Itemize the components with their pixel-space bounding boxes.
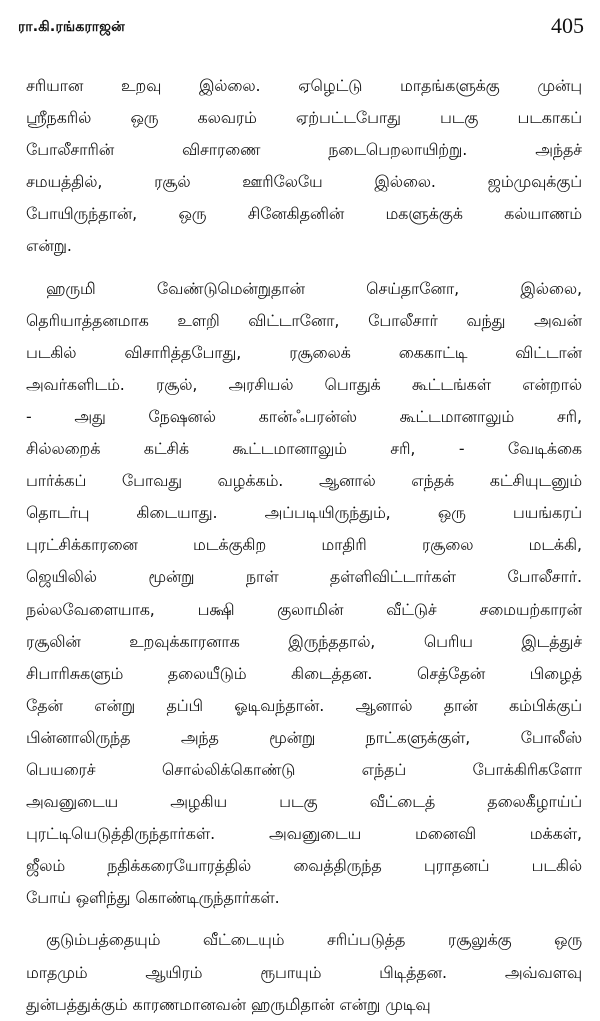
text-line: படகில் விசாரித்தபோது, ரசூலைக் கைகாட்டி விட்டான் bbox=[26, 342, 582, 362]
text-line: சிபாரிசுகளும் தலையீடும் கிடைத்தன. செத்தேன் பிழைத் bbox=[26, 663, 582, 683]
page-header bbox=[18, 13, 584, 46]
text-line: நல்லவேளையாக, பக்ஷி குலாமின் வீட்டுச் சமையற்காரன் bbox=[26, 599, 582, 619]
paragraph bbox=[26, 273, 582, 915]
paragraph bbox=[26, 924, 582, 1020]
text-line: பார்க்கப் போவது வழக்கம். ஆனால் எந்தக் கட்சியுடனும் bbox=[26, 471, 582, 491]
text-line: பின்னாலிருந்த அந்த மூன்று நாட்களுக்குள், போலீஸ் bbox=[26, 727, 582, 747]
text-line: புரட்சிக்காரனை மடக்குகிற மாதிரி ரசூலை மடக்கி, bbox=[26, 535, 582, 555]
text-line: போயிருந்தான், ஒரு சினேகிதனின் மகளுக்குக் கல்யாணம் bbox=[26, 204, 582, 224]
text-line: தொடர்பு கிடையாது. அப்படியிருந்தும், ஒரு பயங்கரப் bbox=[26, 503, 582, 523]
text-line: ரசூலின் உறவுக்காரனாக இருந்ததால், பெரிய இடத்துச் bbox=[26, 631, 582, 651]
text-line: துன்பத்துக்கும் காரணமானவன் ஹருமிதான் என்று முடிவு bbox=[26, 994, 431, 1014]
text-line: அவனுடைய அழகிய படகு வீட்டைத் தலைகீழாய்ப் bbox=[26, 792, 582, 812]
text-line: அவர்களிடம். ரசூல், அரசியல் பொதுக் கூட்டங்கள் என்றால் bbox=[26, 374, 582, 394]
text-line: சில்லறைக் கட்சிக் கூட்டமானாலும் சரி, - வேடிக்கை bbox=[26, 439, 582, 459]
text-line: ஜீலம் நதிக்கரையோரத்தில் வைத்திருந்த புராதனப் படகில் bbox=[26, 856, 582, 876]
text-line: ஹருமி வேண்டுமென்றுதான் செய்தானோ, இல்லை, bbox=[46, 278, 582, 298]
text-line: குடும்பத்தையும் வீட்டையும் சரிப்படுத்த ரசூலுக்கு ஒரு bbox=[46, 930, 582, 950]
text-line: போய் ஒளிந்து கொண்டிருந்தார்கள். bbox=[26, 888, 280, 908]
text-line: தெரியாத்தனமாக உளறி விட்டானோ, போலீசார் வந்து அவன் bbox=[26, 310, 582, 330]
running-head-author: ரா.கி.ரங்கராஜன் bbox=[18, 19, 125, 35]
text-line: மாதமும் ஆயிரம் ரூபாயும் பிடித்தன. அவ்வளவு bbox=[26, 962, 582, 982]
text-line: புரட்டியெடுத்திருந்தார்கள். அவனுடைய மனைவி மக்கள், bbox=[26, 824, 582, 844]
text-line: என்று. bbox=[26, 236, 72, 256]
page-number: 405 bbox=[551, 13, 584, 38]
text-line: ஸ்ரீநகரில் ஒரு கலவரம் ஏற்பட்டபோது படகு படகாகப் bbox=[26, 108, 582, 128]
text-line: - அது நேஷனல் கான்ஃபரன்ஸ் கூட்டமானாலும் சரி, bbox=[26, 406, 582, 426]
body-text bbox=[26, 70, 582, 1021]
paragraph bbox=[26, 70, 582, 263]
text-line: சரியான உறவு இல்லை. ஏழெட்டு மாதங்களுக்கு முன்பு bbox=[26, 76, 582, 95]
text-line: போலீசாரின் விசாரணை நடைபெறலாயிற்று. அந்தச் bbox=[26, 140, 582, 160]
text-line: ஜெயிலில் மூன்று நாள் தள்ளிவிட்டார்கள் போலீசார். bbox=[26, 567, 582, 587]
text-line: சமயத்தில், ரசூல் ஊரிலேயே இல்லை. ஜம்முவுக்குப் bbox=[26, 172, 582, 192]
text-line: தேன் என்று தப்பி ஓடிவந்தான். ஆனால் தான் கம்பிக்குப் bbox=[26, 695, 582, 715]
text-line: பெயரைச் சொல்லிக்கொண்டு எந்தப் போக்கிரிகளோ bbox=[26, 759, 582, 779]
